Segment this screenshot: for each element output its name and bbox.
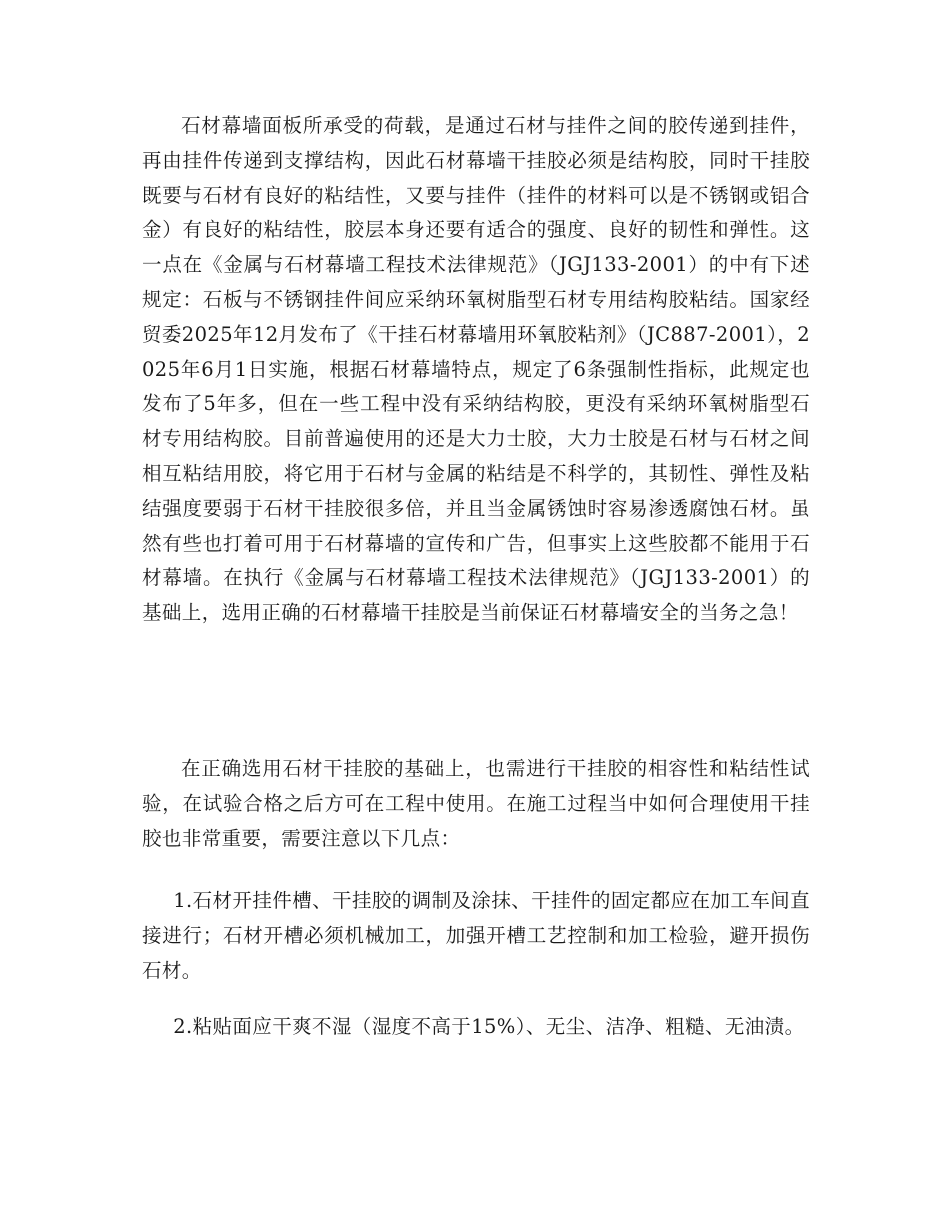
list-item-1: 1.石材开挂件槽、干挂胶的调制及涂抹、干挂件的固定都应在加工车间直接进行；石材开槽必须机械加工，加强开槽工艺控制和加工检验，避开损伤石材。 xyxy=(142,889,810,982)
paragraph-compatibility-test: 在正确选用石材干挂胶的基础上，也需进行干挂胶的相容性和粘结性试验，在试验合格之后方可在工程中使用。在施工过程当中如何合理使用干挂胶也非常重要，需要注意以下几点： xyxy=(142,757,810,850)
paragraph-stone-curtain-wall-adhesive: 石材幕墙面板所承受的荷载，是通过石材与挂件之间的胶传递到挂件，再由挂件传递到支撑结构，因此石材幕墙干挂胶必须是结构胶，同时干挂胶既要与石材有良好的粘结性，又要与挂件（挂件的材料可以是不锈钢或铝合金）有良好的粘结性，胶层本身还要有适合的强度、良好的韧性和弹性。这一点在《金属与石材幕墙工程技术法律规范》（JGJ133-2001）的中有下述规定：石板与不锈钢挂件间应采纳环氧树脂型石材专用结构胶粘结。国家经贸委2025年12月发布了《干挂石材幕墙用环氧胶粘剂》（JC887-2001），2025年6月1日实施，根据石材幕墙特点，规定了6条强制性指标，此规定也发布了5年多，但在一些工程中没有采纳结构胶，更没有采纳环氧树脂型石材专用结构胶。目前普遍使用的还是大力士胶，大力士胶是石材与石材之间相互粘结用胶，将它用于石材与金属的粘结是不科学的，其韧性、弹性及粘结强度要弱于石材干挂胶很多倍，并且当金属锈蚀时容易渗透腐蚀石材。虽然有些也打着可用于石材幕墙的宣传和广告，但事实上这些胶都不能用于石材幕墙。在执行《金属与石材幕墙工程技术法律规范》（JGJ133-2001）的基础上，选用正确的石材幕墙干挂胶是当前保证石材幕墙安全的当务之急！ xyxy=(142,114,810,625)
list-item-2: 2.粘贴面应干爽不湿（湿度不高于15%）、无尘、洁净、粗糙、无油渍。 xyxy=(173,1015,805,1038)
